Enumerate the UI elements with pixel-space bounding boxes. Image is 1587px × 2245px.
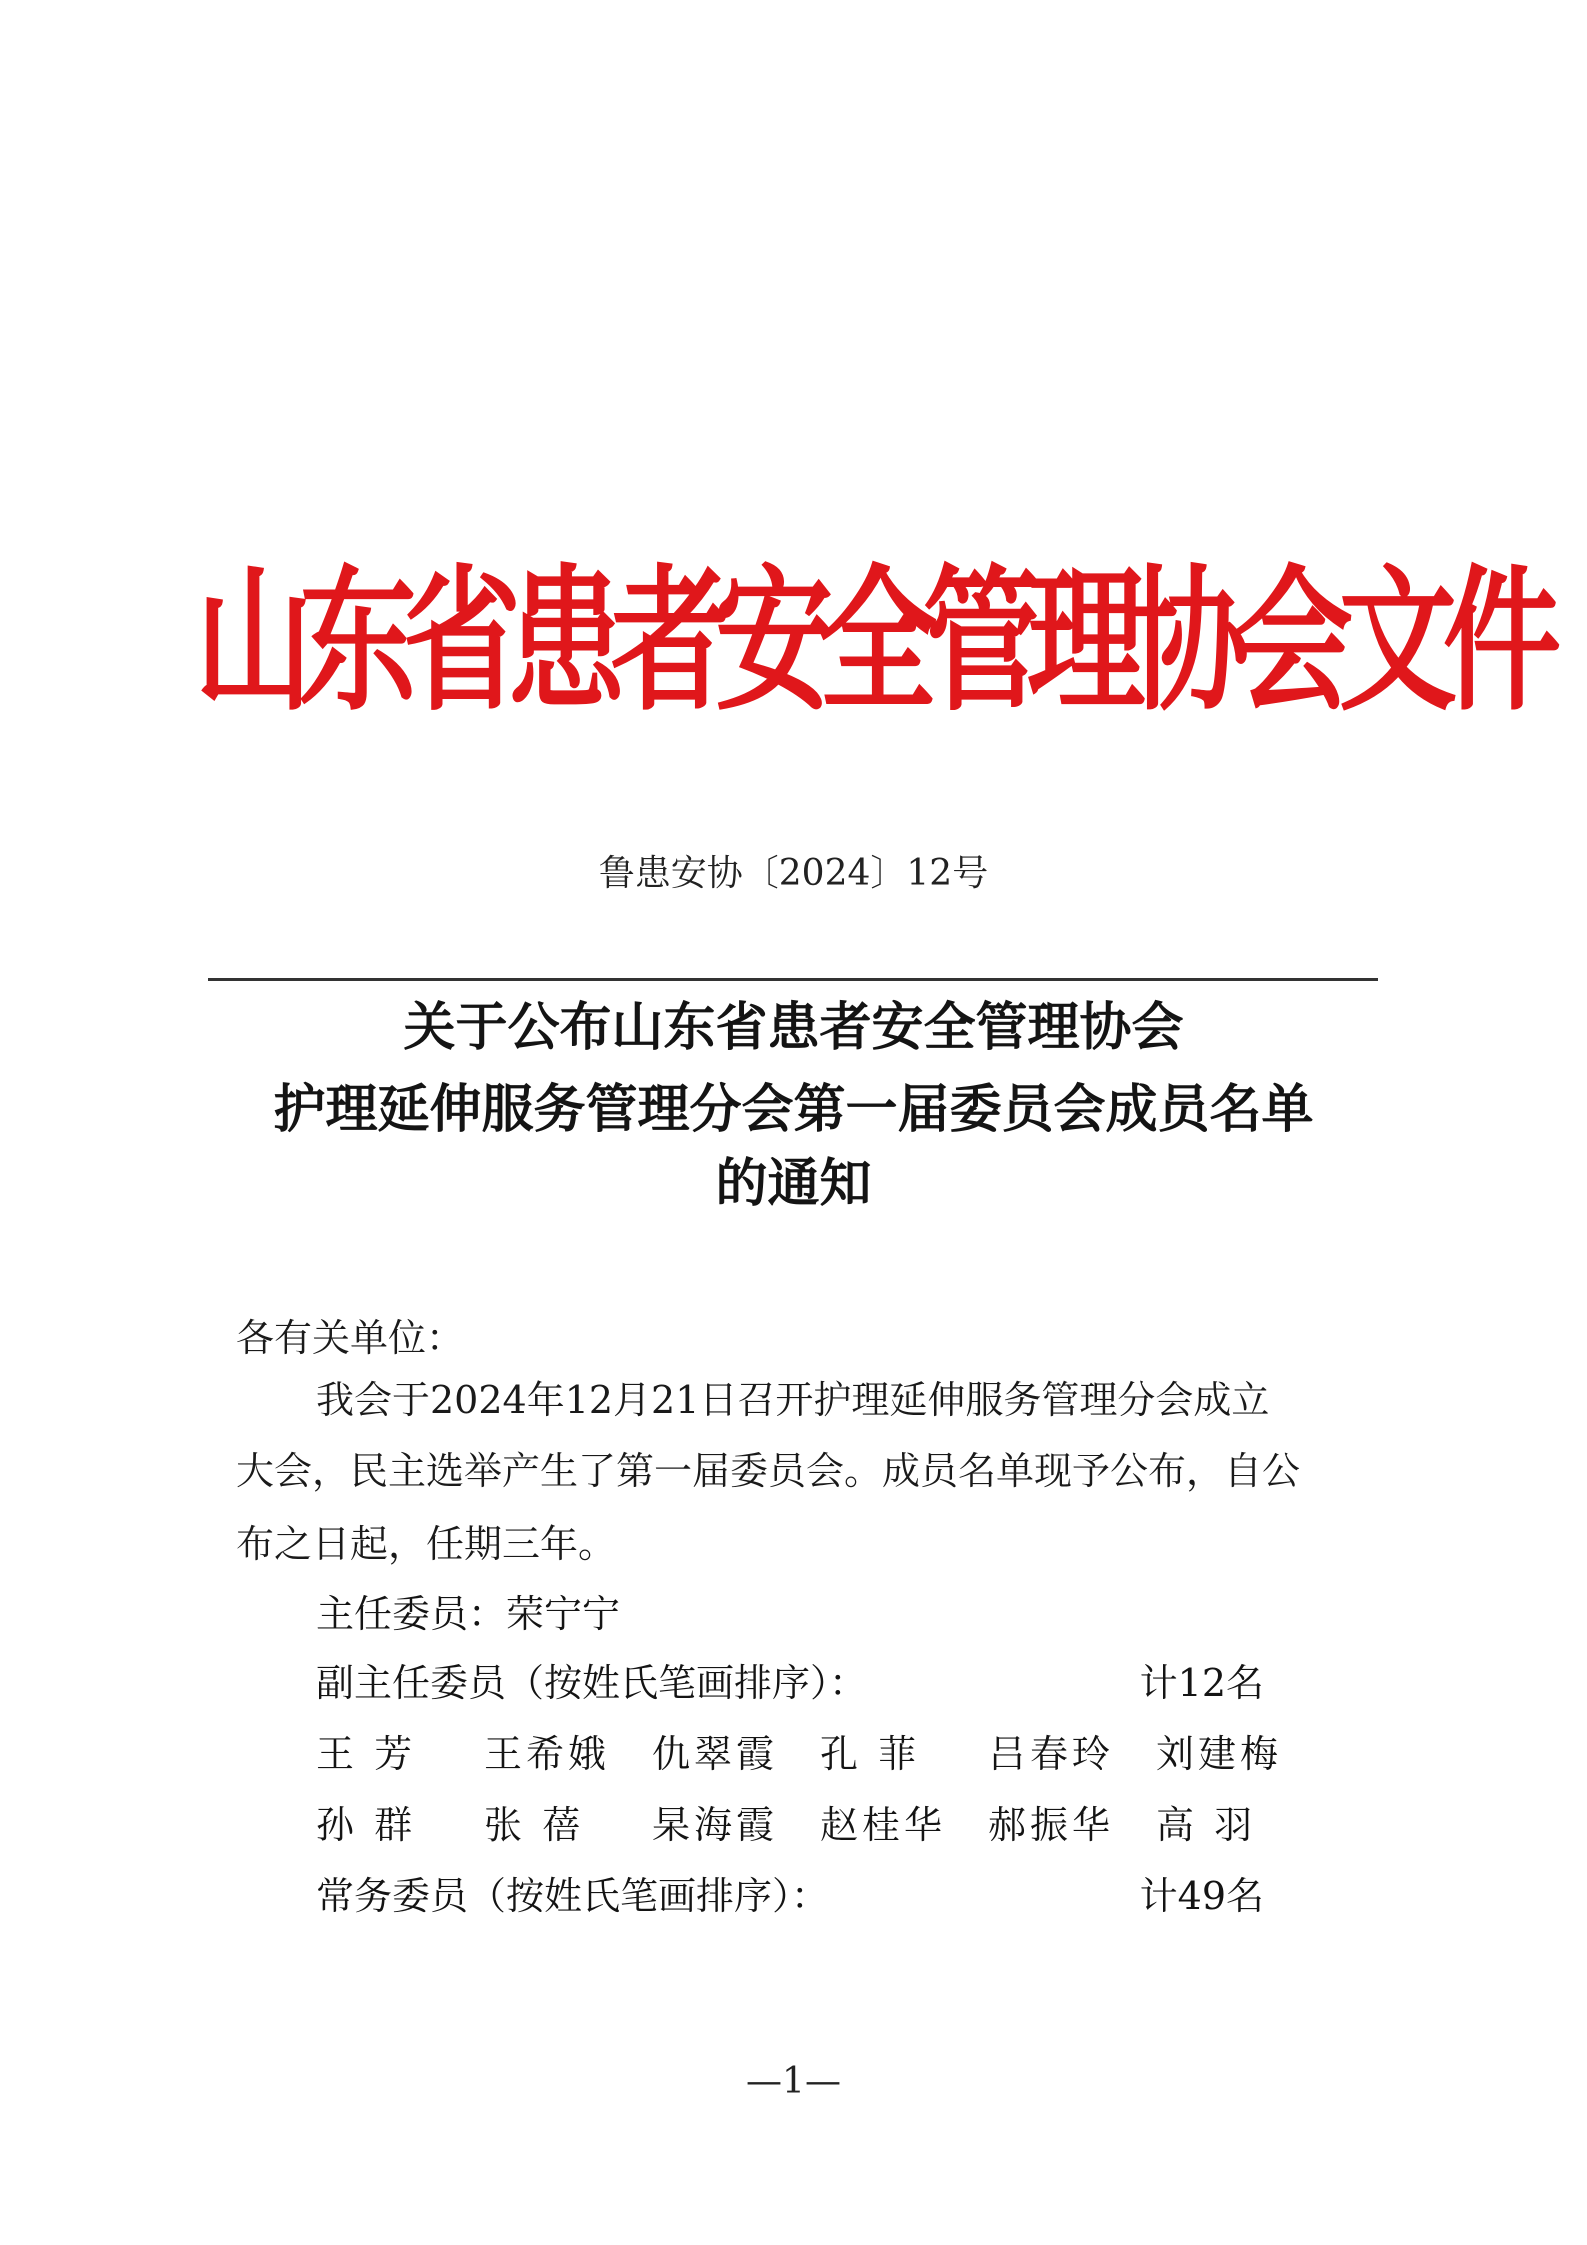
name-item: 孙 群 — [316, 1803, 417, 1847]
document-number: 鲁患安协〔2024〕12号 — [598, 853, 989, 894]
name-item: 郝振华 — [988, 1803, 1115, 1847]
standing-members-count: 计49名 — [1139, 1874, 1264, 1918]
salutation: 各有关单位： — [236, 1316, 465, 1360]
name-item: 张 蓓 — [484, 1803, 585, 1847]
chair-text: 主任委员：荣宁宁 — [316, 1592, 621, 1636]
paragraph-line-1: 我会于2024年12月21日召开护理延伸服务管理分会成立 — [316, 1378, 1270, 1422]
name-item: 孔 菲 — [820, 1732, 921, 1776]
standing-members-label: 常务委员（按姓氏笔画排序）： — [316, 1874, 830, 1918]
name-item: 杲海霞 — [652, 1803, 779, 1847]
paragraph-line-3: 布之日起，任期三年。 — [236, 1522, 617, 1566]
name-item: 吕春玲 — [988, 1732, 1115, 1776]
name-item: 王 芳 — [316, 1732, 417, 1776]
name-item: 仇翠霞 — [652, 1732, 779, 1776]
notice-title-line-1: 关于公布山东省患者安全管理协会 — [403, 998, 1184, 1058]
vice-chairs-label: 副主任委员（按姓氏笔画排序）： — [316, 1661, 868, 1705]
vice-chairs-count: 计12名 — [1139, 1661, 1264, 1705]
name-item: 刘建梅 — [1156, 1732, 1283, 1776]
name-item: 高 羽 — [1156, 1803, 1257, 1847]
paragraph-line-2: 大会，民主选举产生了第一届委员会。成员名单现予公布，自公 — [236, 1449, 1301, 1493]
name-item: 王希娥 — [484, 1732, 611, 1776]
notice-title-line-2: 护理延伸服务管理分会第一届委员会成员名单 — [273, 1080, 1314, 1140]
masthead-title: 山东省患者安全管理协会文件 — [195, 549, 1548, 733]
notice-title-line-3: 的通知 — [715, 1154, 872, 1214]
name-item: 赵桂华 — [820, 1803, 947, 1847]
page-number: —1— — [746, 2061, 841, 2102]
header-divider — [208, 978, 1378, 981]
